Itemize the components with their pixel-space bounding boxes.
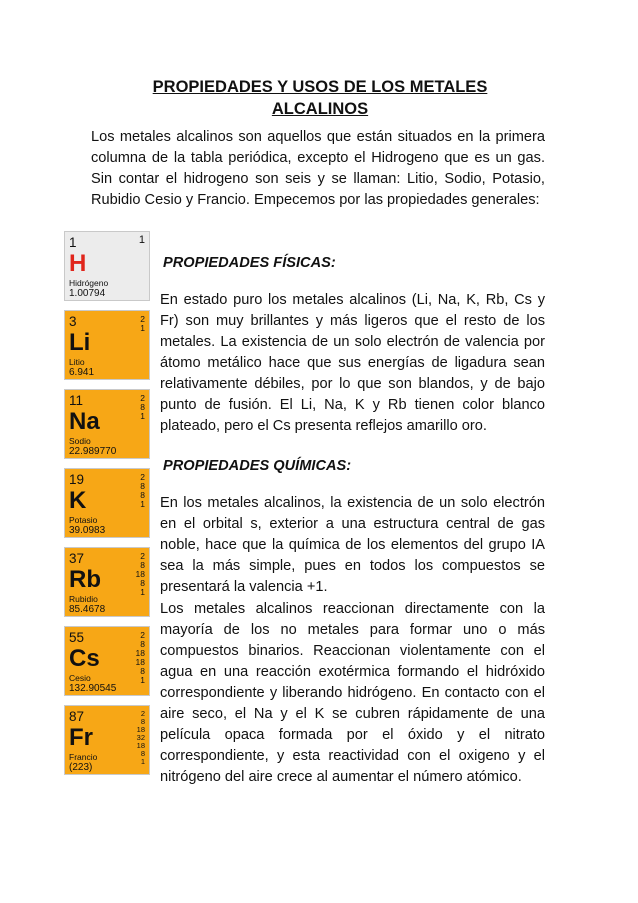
page-title (90, 76, 550, 120)
element-name: Hidrógeno (69, 278, 109, 288)
atomic-mass: 132.90545 (69, 683, 117, 694)
atomic-mass: 6.941 (69, 367, 95, 378)
element-tiles (64, 231, 152, 784)
element-tile-sodium (64, 389, 150, 459)
atomic-number: 1 (69, 235, 77, 250)
atomic-number: 55 (69, 630, 85, 645)
element-name: Rubidio (69, 594, 98, 604)
electron-shells: 2 8 18 18 8 1 (135, 630, 145, 685)
electron-shells: 2 8 18 32 18 8 1 (136, 709, 145, 766)
intro-paragraph: Los metales alcalinos son aquellos que están situados en la primera columna de la tabla periódica, excepto el Hidrogeno que es un gas. Sin contar el hidrogeno son seis y se llaman: Litio, Sodio, Potasio, Rubidio Cesio y Francio. Empecemos por las propiedades generales: (91, 129, 545, 208)
title-line-1: PROPIEDADES Y USOS DE LOS METALES (152, 78, 488, 96)
element-name: Francio (69, 752, 98, 762)
atomic-mass: (223) (69, 762, 93, 773)
element-name: Litio (69, 357, 85, 367)
element-name: Sodio (69, 436, 91, 446)
element-tile-francium (64, 705, 150, 775)
element-name: Potasio (69, 515, 98, 525)
atomic-mass: 85.4678 (69, 604, 106, 615)
physical-properties-heading: PROPIEDADES FÍSICAS: (163, 255, 336, 271)
element-symbol: K (69, 487, 87, 514)
chemical-properties-heading: PROPIEDADES QUÍMICAS: (163, 458, 352, 474)
atomic-number: 11 (69, 393, 84, 408)
element-symbol: H (69, 250, 87, 277)
chemical-properties-paragraph-2: Los metales alcalinos reaccionan directamente con la mayoría de los no metales para formar uno o más compuestos binarios. Reaccionan violentamente con el agua en una reacción exotérmica formando el hidróxido correspondiente y liberando hidrógeno. En contacto con el aire seco, el Na y el K se cubren rápidamente de una película opaca formada por el óxido y el nitrato correspondiente, y esta reactividad con el oxigeno y el nitrógeno del aire crece al aumentar el número atómico. (160, 601, 545, 785)
element-tile-cesium (64, 626, 150, 696)
element-symbol: Cs (69, 645, 100, 672)
element-tile-potassium (64, 468, 150, 538)
electron-shells: 2 1 (140, 314, 145, 333)
electron-shells: 2 8 1 (140, 393, 145, 421)
element-symbol: Rb (69, 566, 101, 593)
atomic-mass: 1.00794 (69, 288, 106, 299)
element-name: Cesio (69, 673, 91, 683)
element-tile-lithium (64, 310, 150, 380)
physical-properties-paragraph: En estado puro los metales alcalinos (Li, Na, K, Rb, Cs y Fr) son muy brillantes y más ligeros que el resto de los metales. La existencia de un solo electrón de valencia por átomo metálico hace que sus energías de ligadura sean relativamente débiles, por lo que son blandos, y de bajo punto de fusión. El Li, Na, K y Rb tienen color blanco plateado, pero el Cs presenta reflejos amarillo oro. (160, 292, 545, 434)
electron-shells: 2 8 8 1 (140, 472, 145, 509)
title-line-2: ALCALINOS (271, 100, 369, 118)
atomic-number: 3 (69, 314, 77, 329)
chemical-properties-paragraph-1: En los metales alcalinos, la existencia de un solo electrón en el orbital s, exterior a una estructura central de gas noble, hace que la química de los elementos del grupo IA sea la más simple, pues en todos los compuestos se presentará la valencia +1. (160, 495, 545, 595)
element-tile-rubidium (64, 547, 150, 617)
element-symbol: Na (69, 408, 100, 435)
atomic-mass: 39.0983 (69, 525, 106, 536)
atomic-number: 87 (69, 709, 85, 724)
element-symbol: Li (69, 329, 91, 356)
element-tile-hydrogen (64, 231, 150, 301)
electron-shells: 2 8 18 8 1 (135, 551, 145, 597)
atomic-mass: 22.989770 (69, 446, 117, 457)
atomic-number: 37 (69, 551, 85, 566)
element-symbol: Fr (69, 724, 93, 751)
electron-shells: 1 (138, 234, 145, 246)
atomic-number: 19 (69, 472, 85, 487)
